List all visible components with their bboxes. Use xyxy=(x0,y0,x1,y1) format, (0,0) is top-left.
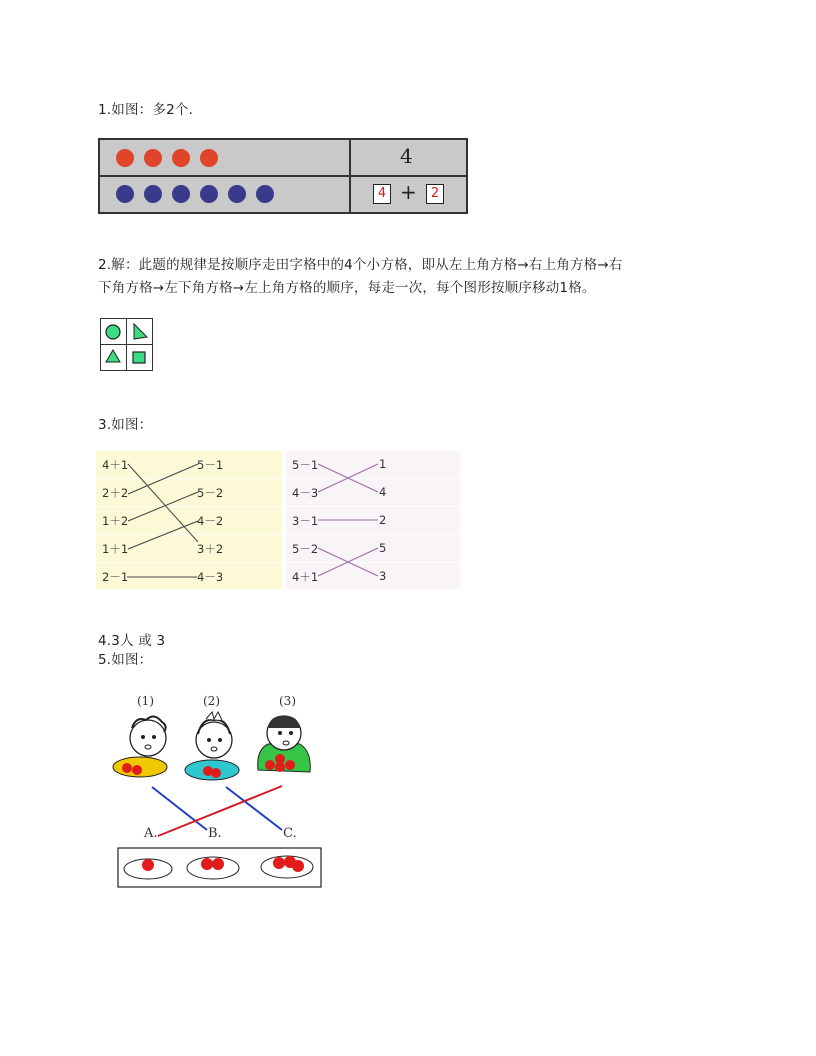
child-label: (1) xyxy=(137,694,154,708)
expr-right-left: 4－3 xyxy=(292,486,319,500)
count-value: 4 xyxy=(400,144,413,168)
apple xyxy=(201,858,213,870)
q2-text-line2: 下角方格→左下角方格→左上角方格的顺序，每走一次，每个图形按顺序移动1格。 xyxy=(98,280,596,296)
child-1-figure xyxy=(113,716,167,777)
expr-right-left: 5－1 xyxy=(292,458,319,472)
answer-box: 4 xyxy=(373,184,391,204)
answer-right: 3 xyxy=(379,569,387,583)
expr-left: 2＋2 xyxy=(102,486,129,500)
answer-right: 4 xyxy=(379,485,387,499)
plate xyxy=(187,857,239,879)
expr-right-left: 3－1 xyxy=(292,514,319,528)
plate-label: C. xyxy=(283,826,297,841)
q3-text: 3.如图： xyxy=(98,417,153,433)
expr-left: 2－1 xyxy=(102,570,129,584)
expr-right-left: 4＋1 xyxy=(292,570,319,584)
child-label: (3) xyxy=(279,694,296,708)
expr-right-left: 5－2 xyxy=(292,542,319,556)
plate-label: B. xyxy=(208,826,222,841)
child-2-figure xyxy=(185,712,239,780)
apple xyxy=(292,860,304,872)
expr-mid: 5－2 xyxy=(197,486,224,500)
expr-mid: 4－3 xyxy=(197,570,224,584)
answer-right: 2 xyxy=(379,513,387,527)
expr-mid: 4－2 xyxy=(197,514,224,528)
apple xyxy=(273,857,285,869)
plus-sign: + xyxy=(400,180,417,204)
q1-text: 1.如图：多2个. xyxy=(98,102,194,118)
q5-text: 5.如图： xyxy=(98,652,153,668)
match-line-blue xyxy=(152,787,207,830)
expr-mid: 3＋2 xyxy=(197,542,224,556)
plate-label: A. xyxy=(144,826,158,841)
q4-text: 4.3人 或 3 xyxy=(98,633,166,649)
expr-left: 4＋1 xyxy=(102,458,129,472)
child-label: (2) xyxy=(203,694,220,708)
answer-right: 5 xyxy=(379,541,387,555)
q2-text-line1: 2.解：此题的规律是按顺序走田字格中的4个小方格，即从左上角方格→右上角方格→右 xyxy=(98,257,623,273)
apple xyxy=(212,858,224,870)
answer-box: 2 xyxy=(426,184,444,204)
expr-mid: 5－1 xyxy=(197,458,224,472)
expr-left: 1＋1 xyxy=(102,542,129,556)
child-3-figure xyxy=(258,716,311,772)
expr-left: 1＋2 xyxy=(102,514,129,528)
apple xyxy=(142,859,154,871)
answer-right: 1 xyxy=(379,457,387,471)
match-line-blue xyxy=(226,787,282,830)
